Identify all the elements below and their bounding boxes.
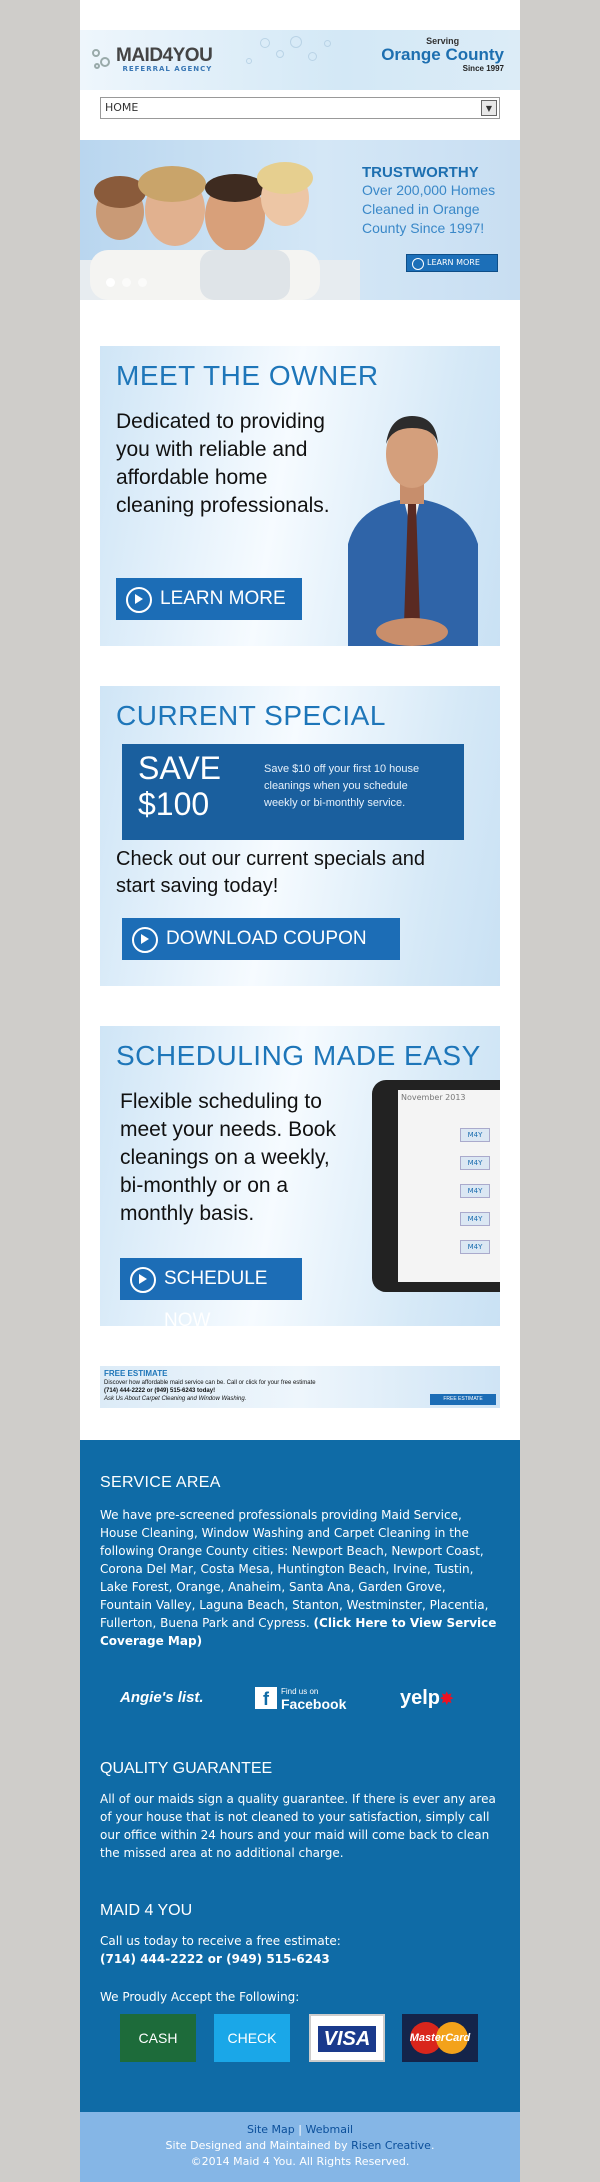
yelp-text: yelp xyxy=(400,1687,441,1709)
owner-learn-more-button[interactable] xyxy=(116,578,302,620)
schedule-text-line: meet your needs. Book xyxy=(120,1118,336,1141)
estimate-line-3: Ask Us About Carpet Cleaning and Window Washing. xyxy=(104,1396,247,1402)
special-panel-text xyxy=(116,846,425,900)
service-area-heading: SERVICE AREA xyxy=(100,1474,221,1491)
schedule-text-line: bi-monthly or on a xyxy=(120,1174,289,1197)
coupon-desc-line: weekly or bi-monthly service. xyxy=(264,797,406,809)
tablet-cell: M4Y xyxy=(460,1184,490,1198)
logo-subtitle: REFERRAL AGENCY xyxy=(122,65,213,73)
slider-dot[interactable] xyxy=(138,278,147,287)
yelp-logo[interactable] xyxy=(400,1684,453,1712)
schedule-text-line: monthly basis. xyxy=(120,1202,255,1225)
coupon-desc-line: cleanings when you schedule xyxy=(264,780,408,792)
copyright-text: ©2014 Maid 4 You. All Rights Reserved. xyxy=(190,2155,410,2168)
schedule-panel-text xyxy=(120,1088,336,1228)
coupon-banner[interactable] xyxy=(122,744,464,840)
visa-logo: VISA xyxy=(318,2026,377,2052)
check-badge: CHECK xyxy=(214,2014,290,2062)
designer-text: Site Designed and Maintained by xyxy=(165,2139,348,2152)
coupon-description xyxy=(264,761,454,812)
slider-dot[interactable] xyxy=(122,278,131,287)
designer-credit: Site Designed and Maintained by Risen Creative. xyxy=(165,2139,435,2152)
cash-badge: CASH xyxy=(120,2014,196,2062)
logo-text: MAID4YOU xyxy=(116,45,213,66)
webmail-link[interactable]: Webmail xyxy=(305,2123,354,2136)
facebook-small-text: Find us on xyxy=(281,1687,319,1696)
estimate-title: FREE ESTIMATE xyxy=(104,1369,168,1378)
hero-learn-more-button[interactable]: LEARN MORE xyxy=(406,254,498,272)
service-map-link[interactable]: (Click Here to View Service Coverage Map) xyxy=(100,1616,497,1648)
site-logo[interactable] xyxy=(92,42,212,78)
schedule-panel-title: SCHEDULING MADE EASY xyxy=(116,1040,481,1071)
coupon-save xyxy=(138,750,221,822)
special-panel[interactable] xyxy=(100,686,500,986)
facebook-big-text: Facebook xyxy=(281,1696,347,1712)
schedule-text-line: cleanings on a weekly, xyxy=(120,1146,330,1169)
footer-links xyxy=(80,2122,520,2138)
tablet-screen xyxy=(398,1090,500,1282)
tablet-cell: M4Y xyxy=(460,1128,490,1142)
hero-text xyxy=(362,164,512,238)
mastercard-text: MasterCard xyxy=(409,2032,471,2044)
tablet-month-label: November 2013 xyxy=(401,1093,466,1102)
free-estimate-button[interactable]: FREE ESTIMATE xyxy=(430,1394,496,1405)
hero-line-2: Cleaned in Orange xyxy=(362,201,480,217)
sitemap-link[interactable]: Site Map xyxy=(246,2123,295,2136)
free-estimate-banner[interactable] xyxy=(100,1366,500,1408)
service-area-text xyxy=(100,1506,500,1650)
estimate-line-2: (714) 444-2222 or (949) 515-6243 today! xyxy=(104,1388,216,1394)
visa-badge xyxy=(309,2014,385,2062)
tablet-image xyxy=(372,1080,500,1292)
owner-text-line: you with reliable and xyxy=(116,438,308,461)
designer-link[interactable]: Risen Creative xyxy=(351,2139,431,2152)
tablet-cell: M4Y xyxy=(460,1240,490,1254)
hero-title: TRUSTWORTHY xyxy=(362,164,479,181)
hero-banner[interactable] xyxy=(80,140,520,300)
yelp-burst-icon: ✸ xyxy=(440,1691,454,1708)
owner-button-label: LEARN MORE xyxy=(160,588,286,609)
mastercard-badge xyxy=(402,2014,478,2062)
owner-panel-title: MEET THE OWNER xyxy=(116,360,379,391)
logo-bubbles-icon xyxy=(92,45,114,75)
angies-list-logo[interactable]: Angie's list. xyxy=(120,1689,204,1706)
download-coupon-label: DOWNLOAD COUPON xyxy=(166,928,367,949)
tablet-cell: M4Y xyxy=(460,1156,490,1170)
since-year: Since 1997 xyxy=(462,64,504,73)
nav-select[interactable] xyxy=(100,97,500,119)
owner-text-line: Dedicated to providing xyxy=(116,410,325,433)
owner-text-line: cleaning professionals. xyxy=(116,494,330,517)
facebook-icon: f xyxy=(255,1687,277,1709)
quality-text: All of our maids sign a quality guarantee. If there is ever any area of your house that is not cleaned to your satisfaction, simply call our office within 24 hours and your maid will come back to clean the missed area at no additional charge. xyxy=(100,1792,496,1860)
contact-line: Call us today to receive a free estimate: xyxy=(100,1934,341,1948)
schedule-now-label: SCHEDULE NOW xyxy=(164,1268,268,1331)
chevron-down-icon[interactable]: ▼ xyxy=(481,100,497,116)
special-text-line: Check out our current specials and xyxy=(116,848,426,870)
hero-line-1: Over 200,000 Homes xyxy=(362,182,496,198)
serving-area: Orange County xyxy=(381,45,504,64)
schedule-now-button[interactable] xyxy=(120,1258,302,1331)
bottom-footer xyxy=(80,2112,520,2182)
contact-phones[interactable]: (714) 444-2222 or (949) 515-6243 xyxy=(100,1952,330,1966)
coupon-save-amount: $100 xyxy=(138,786,210,822)
estimate-line-1: Discover how affordable maid service can be. Call or click for your free estimate xyxy=(104,1380,316,1386)
owner-photo xyxy=(338,394,486,646)
coupon-desc-line: Save $10 off your first 10 house xyxy=(264,763,420,775)
tablet-cell: M4Y xyxy=(460,1212,490,1226)
serving-area-banner xyxy=(381,36,504,73)
accept-label: We Proudly Accept the Following: xyxy=(100,1990,300,2004)
owner-panel[interactable] xyxy=(100,346,500,646)
hero-line-3: County Since 1997! xyxy=(362,220,485,236)
nav-select-value: HOME xyxy=(105,101,139,114)
quality-heading: QUALITY GUARANTEE xyxy=(100,1760,273,1777)
owner-panel-text xyxy=(116,408,330,520)
coupon-save-word: SAVE xyxy=(138,750,221,786)
service-area-body: We have pre-screened professionals providing Maid Service, House Cleaning, Window Washing and Carpet Cleaning in the following Orange County cities: Newport Beach, Newport Coast, Corona Del Mar, Costa Mesa, Huntington Beach, Irvine, Tustin, Lake Forest, Orange, Anaheim, Santa Ana, Garden Grove, Fountain Valley, Laguna Beach, Stanton, Westminster, Placentia, Fullerton, Buena Park and Cypress. xyxy=(100,1508,489,1630)
slider-dot[interactable] xyxy=(106,278,115,287)
footer-separator: | xyxy=(298,2123,302,2136)
page-container xyxy=(80,0,520,2182)
owner-text-line: affordable home xyxy=(116,466,268,489)
schedule-panel[interactable] xyxy=(100,1026,500,1331)
facebook-badge[interactable] xyxy=(255,1684,346,1712)
schedule-text-line: Flexible scheduling to xyxy=(120,1090,322,1113)
download-coupon-button[interactable] xyxy=(122,918,400,960)
facebook-text xyxy=(281,1686,346,1710)
special-text-line: start saving today! xyxy=(116,875,279,897)
serving-label: Serving xyxy=(426,36,460,46)
special-panel-title: CURRENT SPECIAL xyxy=(116,700,386,731)
slider-dots xyxy=(106,278,147,287)
site-header xyxy=(80,30,520,90)
contact-heading: MAID 4 YOU xyxy=(100,1902,193,1919)
